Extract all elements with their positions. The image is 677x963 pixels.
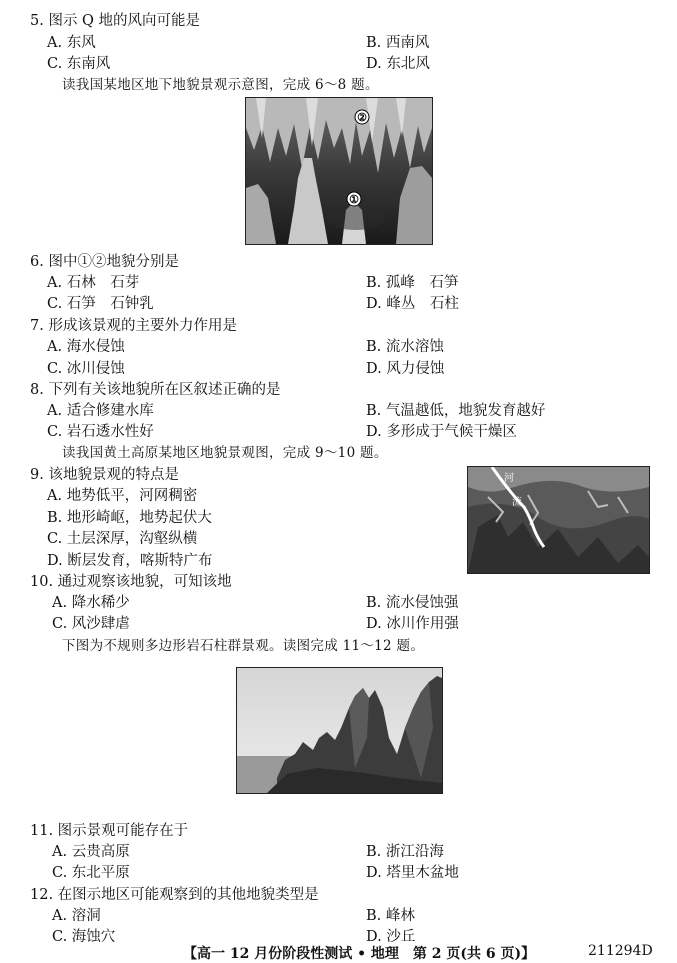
question-10-option-d[interactable]: D. 冰川作用强 (366, 616, 459, 632)
rock-column-photo (236, 667, 443, 794)
loess-label-2: 流 (512, 497, 522, 508)
question-8-option-c[interactable]: C. 岩石透水性好 (47, 424, 154, 440)
question-8-option-b[interactable]: B. 气温越低，地貌发育越好 (366, 403, 546, 419)
question-12-option-c[interactable]: C. 海蚀穴 (52, 929, 116, 945)
question-11-option-b[interactable]: B. 浙江沿海 (366, 844, 444, 860)
question-5-option-d[interactable]: D. 东北风 (366, 56, 430, 72)
question-6-option-a[interactable]: A. 石林 石芽 (47, 275, 140, 291)
question-11-option-c[interactable]: C. 东北平原 (52, 865, 130, 881)
question-9-option-b[interactable]: B. 地形崎岖，地势起伏大 (47, 510, 212, 526)
question-8-stem: 8. 下列有关该地貌所在区叙述正确的是 (30, 382, 281, 398)
cave-marker-1: ① (349, 193, 359, 206)
question-7-option-c[interactable]: C. 冰川侵蚀 (47, 361, 125, 377)
intro-questions-6-8: 读我国某地区地下地貌景观示意图，完成 6～8 题。 (62, 77, 379, 93)
cave-landform-photo (245, 97, 433, 245)
question-11-option-a[interactable]: A. 云贵高原 (52, 844, 130, 860)
question-5-option-b[interactable]: B. 西南风 (366, 35, 430, 51)
page-footer-title: 【高一 12 月份阶段性测试 • 地理 第 2 页(共 6 页)】 (183, 946, 536, 962)
question-7-stem: 7. 形成该景观的主要外力作用是 (30, 318, 237, 334)
question-11-stem: 11. 图示景观可能存在于 (30, 823, 189, 839)
question-5-stem: 5. 图示 Q 地的风向可能是 (30, 13, 201, 29)
question-9-option-d[interactable]: D. 断层发育，喀斯特广布 (47, 553, 213, 569)
paper-code: 211294D (588, 943, 653, 959)
question-7-option-a[interactable]: A. 海水侵蚀 (47, 339, 125, 355)
cave-marker-2: ② (357, 111, 367, 124)
intro-questions-11-12: 下图为不规则多边形岩石柱群景观。读图完成 11～12 题。 (62, 638, 425, 654)
question-10-stem: 10. 通过观察该地貌，可知该地 (30, 574, 232, 590)
question-6-stem: 6. 图中①②地貌分别是 (30, 254, 179, 270)
question-8-option-a[interactable]: A. 适合修建水库 (47, 403, 154, 419)
question-10-option-a[interactable]: A. 降水稀少 (52, 595, 130, 611)
question-9-option-a[interactable]: A. 地势低平，河网稠密 (47, 488, 198, 504)
loess-plateau-figure (468, 467, 649, 573)
question-10-option-c[interactable]: C. 风沙肆虐 (52, 616, 130, 632)
question-9-option-c[interactable]: C. 土层深厚，沟壑纵横 (47, 531, 198, 547)
question-7-option-b[interactable]: B. 流水溶蚀 (366, 339, 444, 355)
question-6-option-b[interactable]: B. 孤峰 石笋 (366, 275, 459, 291)
loess-label-1: 河 (504, 473, 514, 484)
question-7-option-d[interactable]: D. 风力侵蚀 (366, 361, 445, 377)
question-11-option-d[interactable]: D. 塔里木盆地 (366, 865, 459, 881)
intro-questions-9-10: 读我国黄土高原某地区地貌景观图，完成 9～10 题。 (62, 445, 388, 461)
question-12-option-b[interactable]: B. 峰林 (366, 908, 415, 924)
rock-column-figure (237, 668, 442, 793)
question-5-option-c[interactable]: C. 东南风 (47, 56, 111, 72)
question-12-stem: 12. 在图示地区可能观察到的其他地貌类型是 (30, 887, 319, 903)
question-10-option-b[interactable]: B. 流水侵蚀强 (366, 595, 459, 611)
question-9-stem: 9. 该地貌景观的特点是 (30, 467, 179, 483)
question-12-option-d[interactable]: D. 沙丘 (366, 929, 416, 945)
question-8-option-d[interactable]: D. 多形成于气候干燥区 (366, 424, 517, 440)
cave-landform-figure (246, 98, 432, 244)
question-12-option-a[interactable]: A. 溶洞 (52, 908, 101, 924)
question-6-option-c[interactable]: C. 石笋 石钟乳 (47, 296, 154, 312)
question-5-option-a[interactable]: A. 东风 (47, 35, 96, 51)
loess-plateau-photo (467, 466, 650, 574)
question-6-option-d[interactable]: D. 峰丛 石柱 (366, 296, 459, 312)
